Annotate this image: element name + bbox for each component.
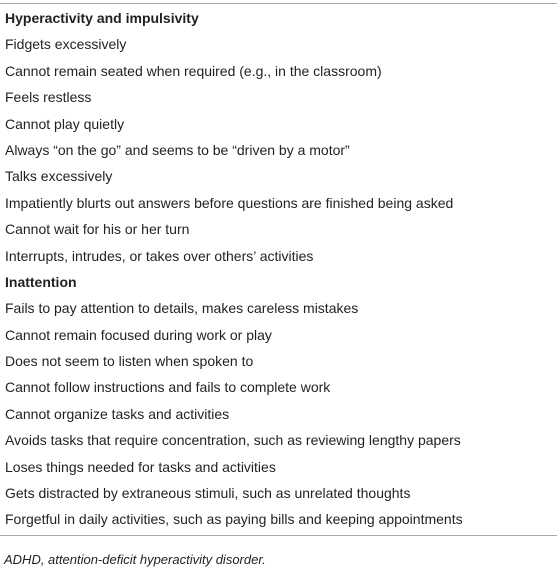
table-footnote: ADHD, attention-deficit hyperactivity disorder.	[4, 552, 266, 567]
symptom-row: Gets distracted by extraneous stimuli, such as unrelated thoughts	[5, 485, 411, 502]
symptom-row: Forgetful in daily activities, such as paying bills and keeping appointments	[5, 511, 463, 528]
section-heading-inattention: Inattention	[5, 273, 77, 290]
symptom-row: Cannot play quietly	[5, 115, 125, 132]
symptom-row: Impatiently blurts out answers before questions are finished being asked	[5, 194, 454, 211]
symptom-row: Cannot remain seated when required (e.g., in the classroom)	[5, 62, 382, 79]
symptom-row: Feels restless	[5, 89, 92, 106]
symptom-row: Cannot follow instructions and fails to complete work	[5, 379, 331, 396]
symptom-row: Fails to pay attention to details, makes careless mistakes	[5, 300, 359, 317]
symptom-row: Loses things needed for tasks and activities	[5, 458, 276, 475]
symptom-row: Avoids tasks that require concentration, such as reviewing lengthy papers	[5, 432, 461, 449]
section-heading-hyperactivity: Hyperactivity and impulsivity	[5, 10, 199, 26]
symptom-row: Always “on the go” and seems to be “driven by a motor”	[5, 141, 350, 158]
symptom-row: Cannot wait for his or her turn	[5, 221, 190, 238]
symptom-row: Interrupts, intrudes, or takes over others’ activities	[5, 247, 314, 264]
symptom-row: Talks excessively	[5, 168, 113, 185]
symptom-row: Fidgets excessively	[5, 36, 127, 53]
table-bottom-rule	[0, 535, 557, 536]
symptom-row: Does not seem to listen when spoken to	[5, 353, 254, 370]
symptom-row: Cannot remain focused during work or play	[5, 326, 272, 343]
symptom-row: Cannot organize tasks and activities	[5, 405, 230, 422]
table-top-rule	[0, 3, 557, 4]
